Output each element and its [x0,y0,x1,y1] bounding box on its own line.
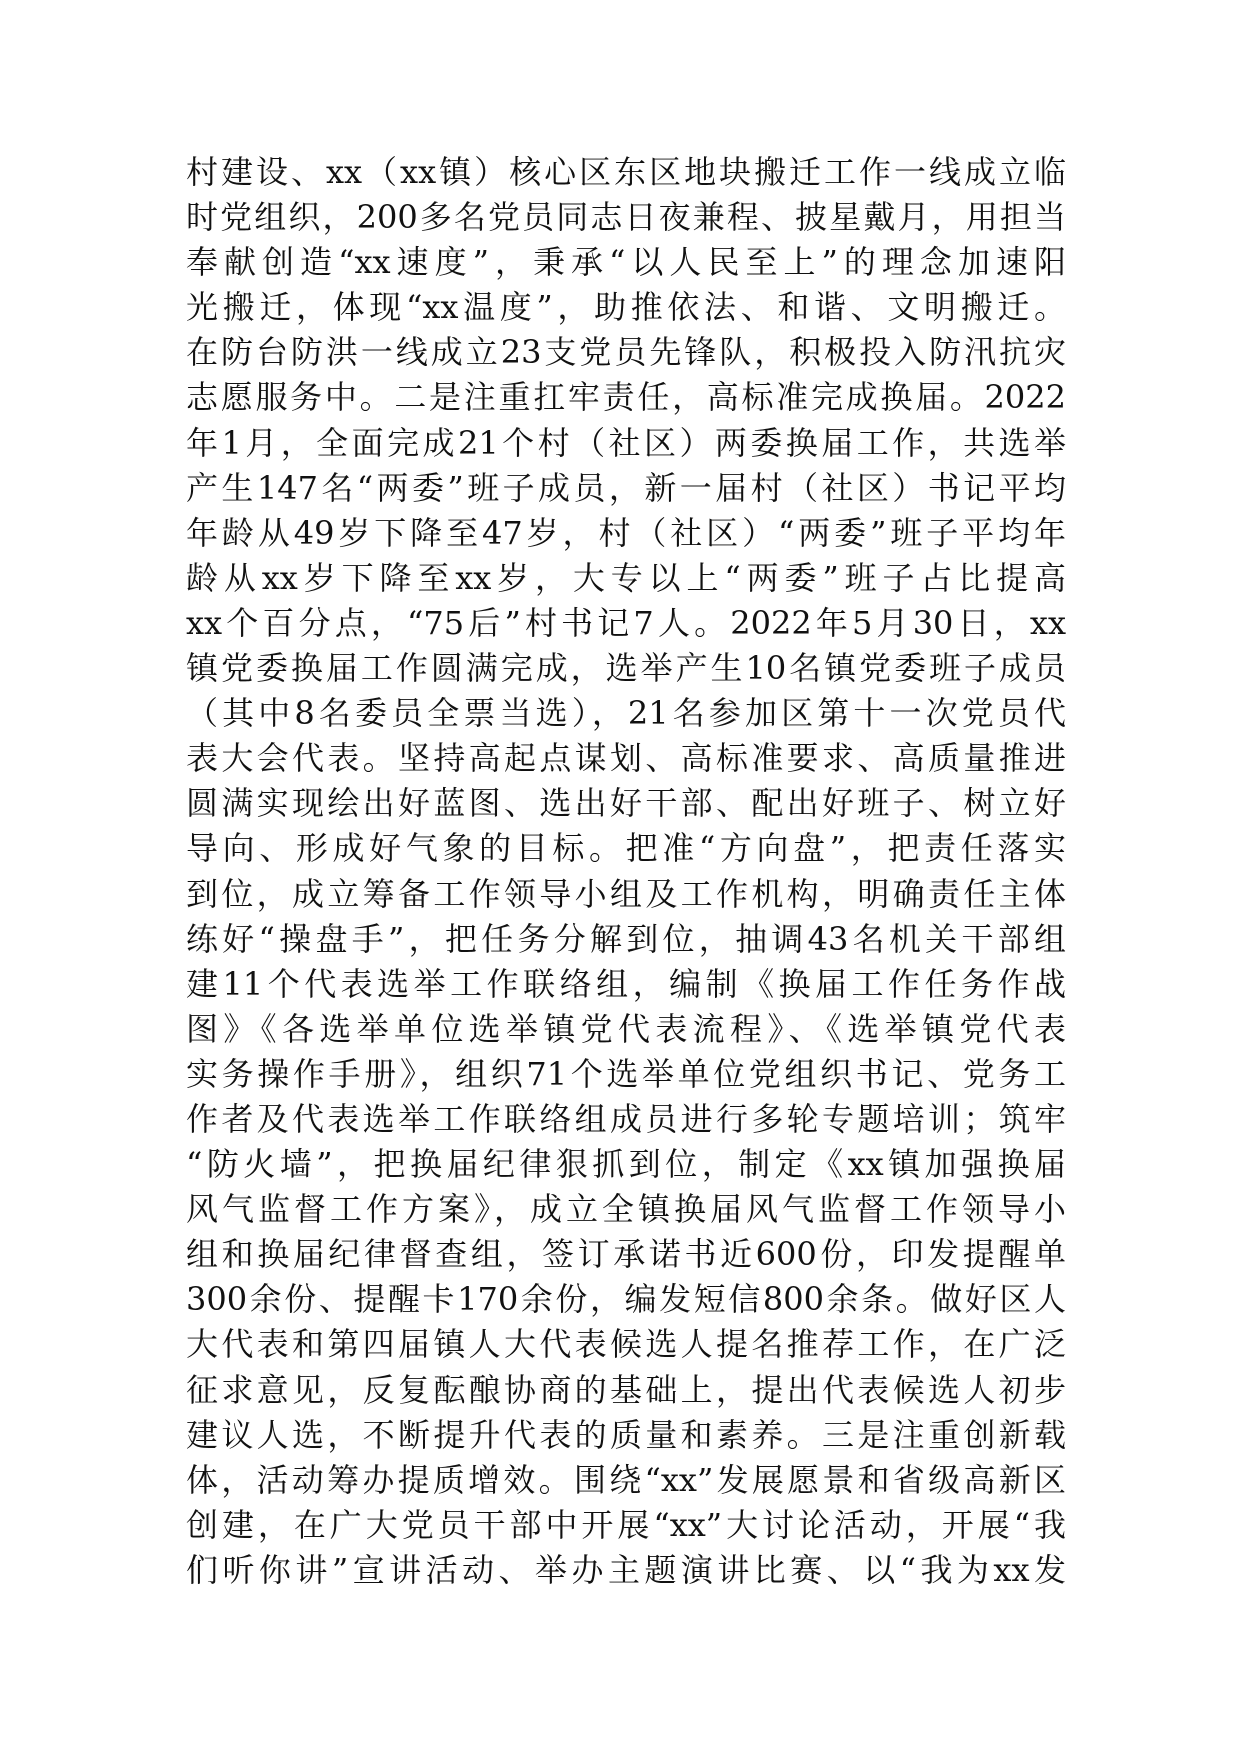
text-line: 练好“操盘手”，把任务分解到位，抽调43名机关干部组 [186,919,1066,958]
text-line: 图》《各选举单位选举镇党代表流程》、《选举镇党代表 [186,1009,1066,1048]
text-line: 镇党委换届工作圆满完成，选举产生10名镇党委班子成员 [186,649,1066,688]
text-line: 志愿服务中。二是注重扛牢责任，高标准完成换届。2022 [186,378,1066,417]
text-line: 年1月，全面完成21个村（社区）两委换届工作，共选举 [186,423,1066,462]
text-line: xx个百分点，“75后”村书记7人。2022年5月30日，xx [186,603,1066,642]
text-line: 圆满实现绘出好蓝图、选出好干部、配出好班子、树立好 [186,784,1066,823]
text-line: 光搬迁，体现“xx温度”，助推依法、和谐、文明搬迁。 [186,288,1066,327]
body-paragraph [186,150,1066,1593]
text-line: 村建设、xx（xx镇）核心区东区地块搬迁工作一线成立临 [186,153,1066,191]
text-line: 时党组织，200多名党员同志日夜兼程、披星戴月，用担当 [186,198,1066,237]
text-line: 实务操作手册》，组织71个选举单位党组织书记、党务工 [186,1054,1066,1093]
text-line: 大代表和第四届镇人大代表候选人提名推荐工作，在广泛 [186,1325,1066,1364]
text-line: 建11个代表选举工作联络组，编制《换届工作任务作战 [186,964,1066,1003]
text-line: 建议人选，不断提升代表的质量和素养。三是注重创新载 [186,1415,1066,1454]
text-line: 在防台防洪一线成立23支党员先锋队，积极投入防汛抗灾 [186,333,1066,372]
text-line: 到位，成立筹备工作领导小组及工作机构，明确责任主体 [186,874,1066,913]
text-line: 300余份、提醒卡170余份，编发短信800余条。做好区人 [186,1280,1066,1319]
text-line: 龄从xx岁下降至xx岁，大专以上“两委”班子占比提高 [186,558,1066,597]
text-line: 年龄从49岁下降至47岁，村（社区）“两委”班子平均年 [186,513,1066,552]
text-line: 组和换届纪律督查组，签订承诺书近600份，印发提醒单 [186,1235,1066,1274]
text-line: 创建，在广大党员干部中开展“xx”大讨论活动，开展“我 [186,1505,1066,1544]
text-line: 作者及代表选举工作联络组成员进行多轮专题培训；筑牢 [186,1099,1066,1138]
text-line: 体，活动筹办提质增效。围绕“xx”发展愿景和省级高新区 [186,1460,1066,1499]
text-line: （其中8名委员全票当选），21名参加区第十一次党员代 [186,694,1066,733]
text-line: 导向、形成好气象的目标。把准“方向盘”，把责任落实 [186,829,1066,868]
text-line: 表大会代表。坚持高起点谋划、高标准要求、高质量推进 [186,739,1066,778]
text-line: 征求意见，反复酝酿协商的基础上，提出代表候选人初步 [186,1370,1066,1409]
text-line: 们听你讲”宣讲活动、举办主题演讲比赛、以“我为xx发 [186,1550,1066,1589]
text-line: 奉献创造“xx速度”，秉承“以人民至上”的理念加速阳 [186,243,1066,282]
text-line: “防火墙”，把换届纪律狠抓到位，制定《xx镇加强换届 [186,1145,1066,1184]
text-line: 风气监督工作方案》，成立全镇换届风气监督工作领导小 [186,1190,1066,1229]
text-line: 产生147名“两委”班子成员，新一届村（社区）书记平均 [186,468,1066,507]
